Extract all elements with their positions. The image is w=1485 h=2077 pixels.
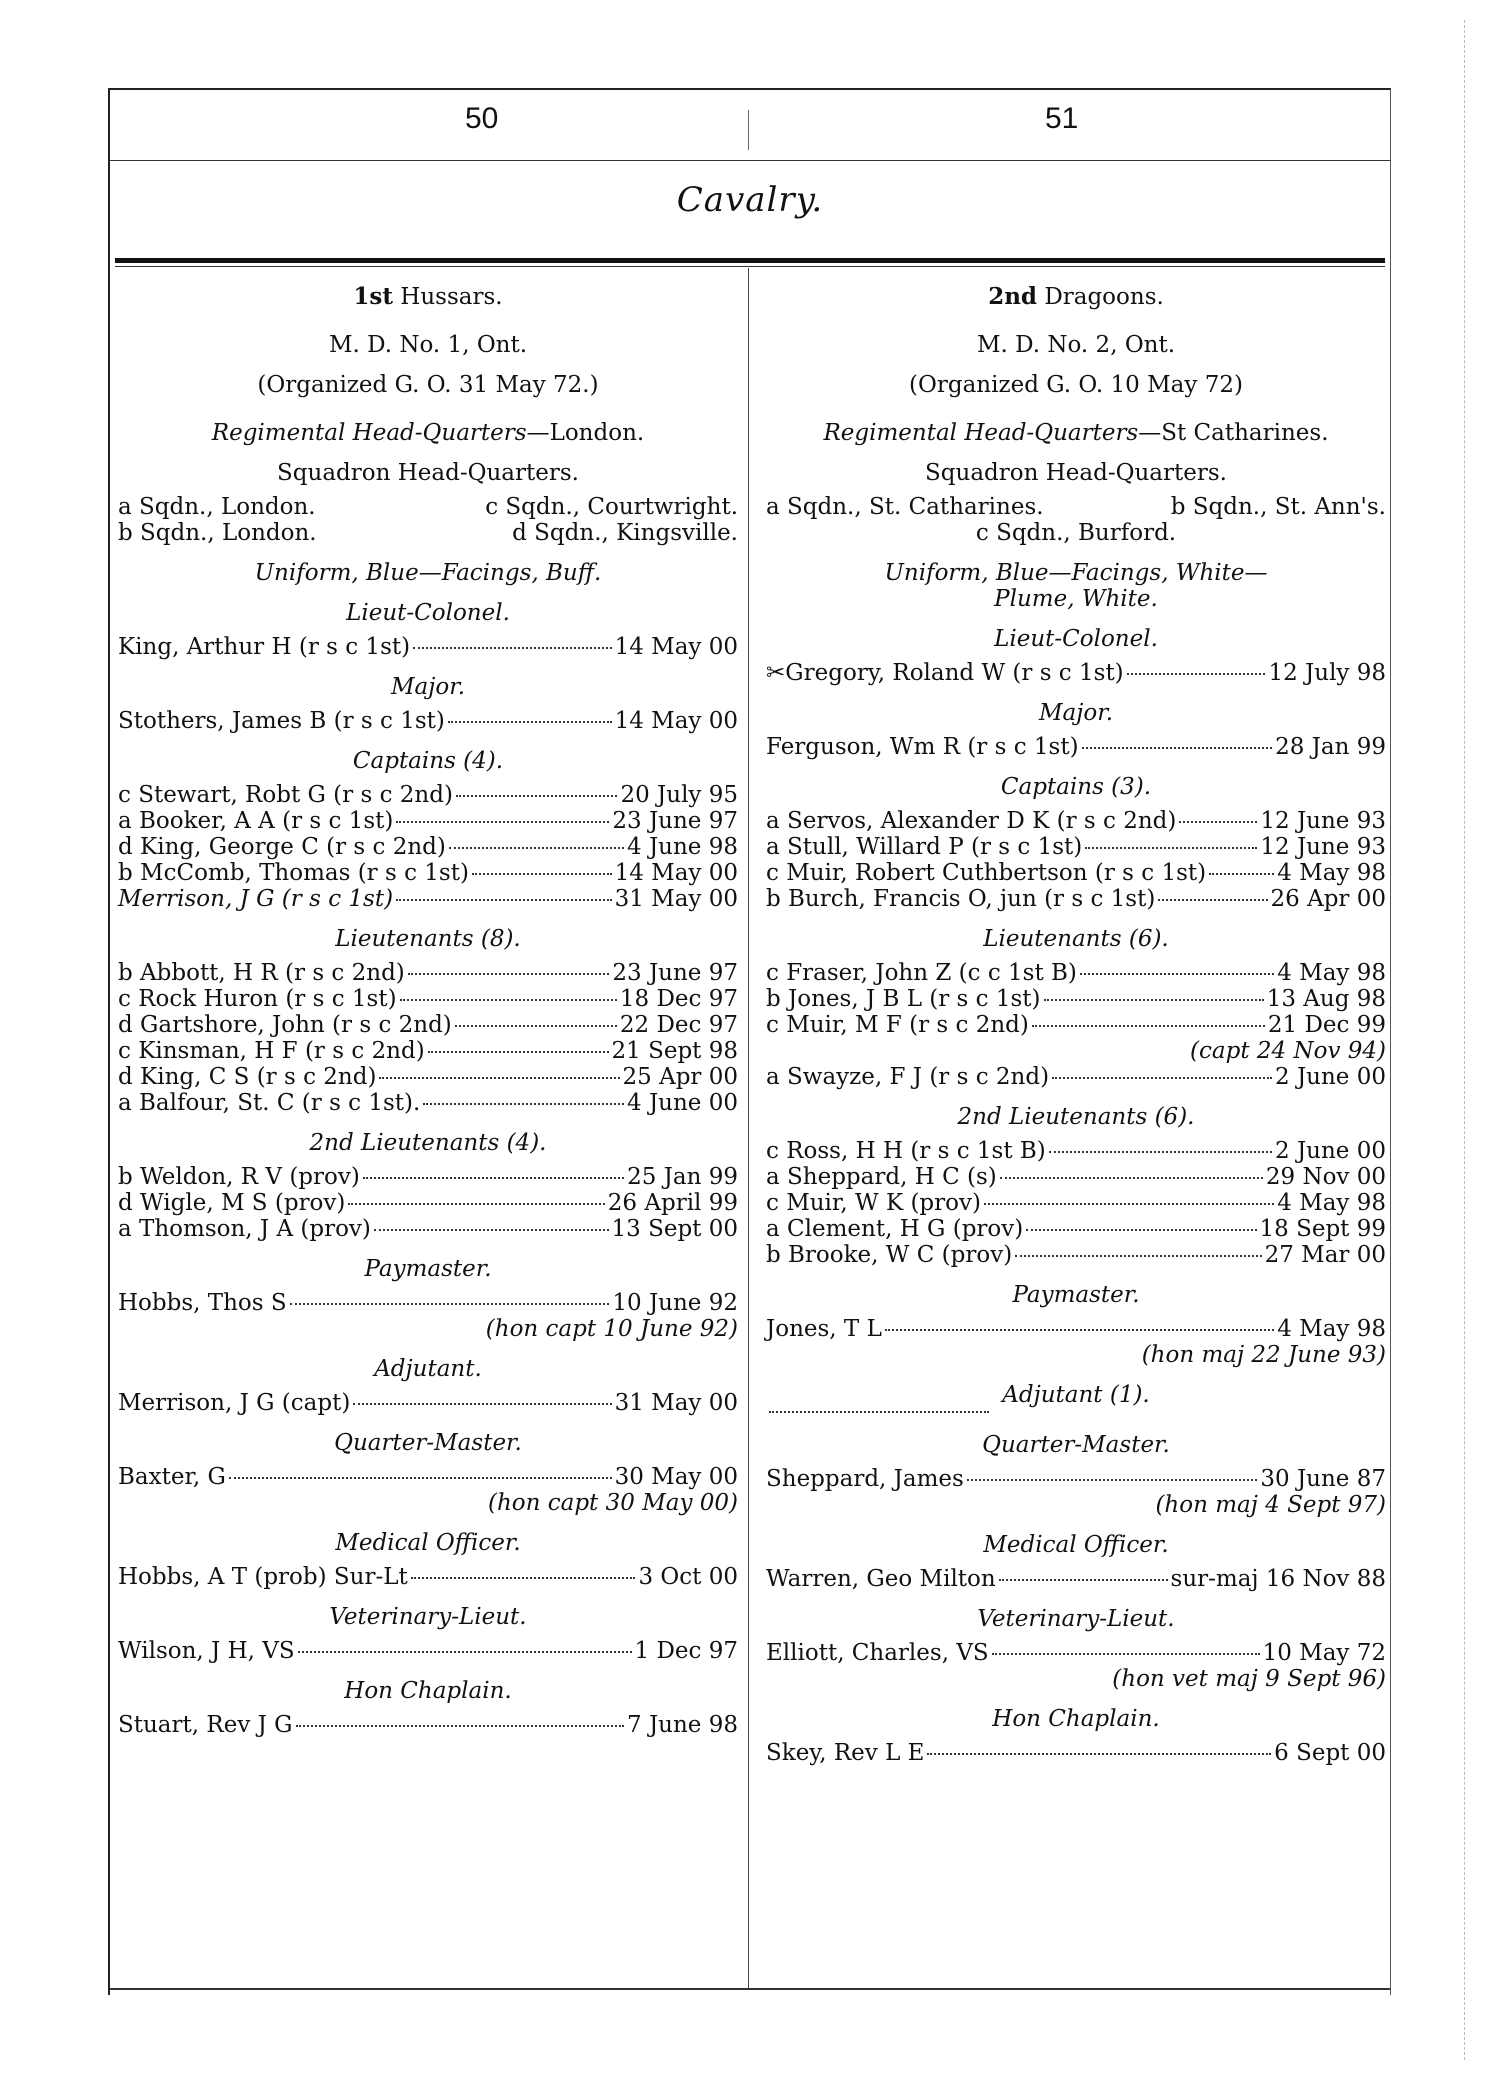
squadron-line: a Sqdn., St. Catharines. b Sqdn., St. Ann's. — [766, 494, 1386, 520]
rank-heading: Paymaster. — [364, 1256, 492, 1282]
left-column — [118, 270, 738, 1738]
rank-heading: Adjutant (1). — [1002, 1382, 1150, 1408]
military-district: M. D. No. 1, Ont. — [328, 332, 528, 358]
regimental-hq: Regimental Head-Quarters—St Catharines. — [823, 420, 1329, 446]
rank-heading: Captains (4). — [352, 748, 504, 774]
officer-entry: Merrison, J G (capt) 31 May 00 — [118, 1390, 738, 1416]
rank-heading: 2nd Lieutenants (4). — [309, 1130, 547, 1156]
scan-edge — [1462, 20, 1465, 2060]
officer-entry: a Booker, A A (r s c 1st) 23 June 97 — [118, 808, 738, 834]
rank-heading: Veterinary-Lieut. — [977, 1606, 1175, 1632]
military-district: M. D. No. 2, Ont. — [976, 332, 1176, 358]
uniform-line: Uniform, Blue—Facings, Buff. — [254, 560, 602, 586]
rank-heading: Lieutenants (6). — [983, 926, 1169, 952]
rank-heading: Major. — [390, 674, 466, 700]
officer-entry: Stuart, Rev J G 7 June 98 — [118, 1712, 738, 1738]
squadron-line: c Sqdn., Burford. — [975, 520, 1177, 546]
officer-entry: c Muir, M F (r s c 2nd) 21 Dec 99 — [766, 1012, 1386, 1038]
officer-entry: d King, George C (r s c 2nd) 4 June 98 — [118, 834, 738, 860]
honorary-note: (capt 24 Nov 94) — [1190, 1038, 1386, 1064]
officer-entry: c Muir, Robert Cuthbertson (r s c 1st) 4 May 98 — [766, 860, 1386, 886]
rule — [110, 160, 1390, 161]
officer-entry: a Sheppard, H C (s) 29 Nov 00 — [766, 1164, 1386, 1190]
rank-heading: Medical Officer. — [983, 1532, 1169, 1558]
officer-entry: Ferguson, Wm R (r s c 1st) 28 Jan 99 — [766, 734, 1386, 760]
squadron-line: b Sqdn., London. d Sqdn., Kingsville. — [118, 520, 738, 546]
officer-entry: Baxter, G 30 May 00 — [118, 1464, 738, 1490]
regimental-hq: Regimental Head-Quarters—London. — [211, 420, 645, 446]
officer-entry: b Weldon, R V (prov) 25 Jan 99 — [118, 1164, 738, 1190]
right-column — [766, 270, 1386, 1766]
officer-entry: King, Arthur H (r s c 1st) 14 May 00 — [118, 634, 738, 660]
officer-entry: c Kinsman, H F (r s c 2nd) 21 Sept 98 — [118, 1038, 738, 1064]
officer-entry: d Wigle, M S (prov) 26 April 99 — [118, 1190, 738, 1216]
officer-entry: c Fraser, John Z (c c 1st B) 4 May 98 — [766, 960, 1386, 986]
section-title: Cavalry. — [676, 180, 824, 220]
officer-entry: Hobbs, A T (prob) Sur-Lt 3 Oct 00 — [118, 1564, 738, 1590]
uniform-line: Plume, White. — [994, 586, 1158, 612]
officer-entry: a Thomson, J A (prov) 13 Sept 00 — [118, 1216, 738, 1242]
organized-note: (Organized G. O. 10 May 72) — [909, 372, 1243, 398]
officer-entry: ✂ Gregory, Roland W (r s c 1st) 12 July 98 — [766, 660, 1386, 686]
officer-entry: a Clement, H G (prov) 18 Sept 99 — [766, 1216, 1386, 1242]
rank-heading: Major. — [1038, 700, 1114, 726]
rank-heading: Hon Chaplain. — [992, 1706, 1160, 1732]
squadron-hq-heading: Squadron Head-Quarters. — [925, 460, 1227, 486]
rank-heading: Lieut-Colonel. — [994, 626, 1158, 652]
officer-entry: c Stewart, Robt G (r s c 2nd) 20 July 95 — [118, 782, 738, 808]
column-divider — [748, 268, 749, 1988]
officer-entry: b Burch, Francis O, jun (r s c 1st) 26 Apr 00 — [766, 886, 1386, 912]
page-number-left: 50 — [465, 102, 499, 135]
officer-entry: Elliott, Charles, VS 10 May 72 — [766, 1640, 1386, 1666]
honorary-note: (hon vet maj 9 Sept 96) — [1112, 1666, 1386, 1692]
rank-heading: Adjutant. — [374, 1356, 482, 1382]
officer-entry: c Rock Huron (r s c 1st) 18 Dec 97 — [118, 986, 738, 1012]
officer-entry: a Servos, Alexander D K (r s c 2nd) 12 June 93 — [766, 808, 1386, 834]
squadron-line: a Sqdn., London. c Sqdn., Courtwright. — [118, 494, 738, 520]
heavy-rule — [115, 258, 1385, 263]
rank-heading: Captains (3). — [1000, 774, 1152, 800]
officer-entry: Sheppard, James 30 June 87 — [766, 1466, 1386, 1492]
rank-heading: 2nd Lieutenants (6). — [957, 1104, 1195, 1130]
bottom-rule — [110, 1988, 1390, 1990]
page-frame — [108, 88, 1391, 1995]
officer-entry: d King, C S (r s c 2nd) 25 Apr 00 — [118, 1064, 738, 1090]
officer-entry: b Jones, J B L (r s c 1st) 13 Aug 98 — [766, 986, 1386, 1012]
scissors-icon: ✂ — [766, 660, 786, 686]
officer-entry: b Abbott, H R (r s c 2nd) 23 June 97 — [118, 960, 738, 986]
honorary-note: (hon maj 22 June 93) — [1141, 1342, 1386, 1368]
rank-heading: Quarter-Master. — [982, 1432, 1170, 1458]
page-number-divider — [748, 110, 749, 150]
organized-note: (Organized G. O. 31 May 72.) — [257, 372, 599, 398]
rank-heading: Hon Chaplain. — [344, 1678, 512, 1704]
rank-heading: Quarter-Master. — [334, 1430, 522, 1456]
officer-entry: d Gartshore, John (r s c 2nd) 22 Dec 97 — [118, 1012, 738, 1038]
rank-heading: Veterinary-Lieut. — [329, 1604, 527, 1630]
rule — [115, 266, 1385, 267]
squadron-hq-heading: Squadron Head-Quarters. — [277, 460, 579, 486]
officer-entry: a Swayze, F J (r s c 2nd) 2 June 00 — [766, 1064, 1386, 1090]
rank-heading: Paymaster. — [1012, 1282, 1140, 1308]
regiment-heading: 1st Hussars. — [353, 283, 503, 310]
regiment-heading: 2nd Dragoons. — [988, 283, 1164, 310]
officer-entry: Hobbs, Thos S 10 June 92 — [118, 1290, 738, 1316]
officer-entry: Skey, Rev L E 6 Sept 00 — [766, 1740, 1386, 1766]
officer-entry: Stothers, James B (r s c 1st) 14 May 00 — [118, 708, 738, 734]
honorary-note: (hon capt 10 June 92) — [485, 1316, 738, 1342]
officer-entry: a Stull, Willard P (r s c 1st) 12 June 93 — [766, 834, 1386, 860]
rank-heading: Medical Officer. — [335, 1530, 521, 1556]
officer-entry: Merrison, J G (r s c 1st) 31 May 00 — [118, 886, 738, 912]
page-number-right: 51 — [1045, 102, 1079, 135]
officer-entry: c Muir, W K (prov) 4 May 98 — [766, 1190, 1386, 1216]
honorary-note: (hon maj 4 Sept 97) — [1155, 1492, 1386, 1518]
officer-entry: a Balfour, St. C (r s c 1st). 4 June 00 — [118, 1090, 738, 1116]
officer-entry: Wilson, J H, VS 1 Dec 97 — [118, 1638, 738, 1664]
officer-entry: Warren, Geo Milton sur-maj 16 Nov 88 — [766, 1566, 1386, 1592]
honorary-note: (hon capt 30 May 00) — [487, 1490, 738, 1516]
uniform-line: Uniform, Blue—Facings, White— — [884, 560, 1268, 586]
officer-entry: Jones, T L 4 May 98 — [766, 1316, 1386, 1342]
officer-entry: c Ross, H H (r s c 1st B) 2 June 00 — [766, 1138, 1386, 1164]
rank-heading: Lieutenants (8). — [335, 926, 521, 952]
officer-entry: b McComb, Thomas (r s c 1st) 14 May 00 — [118, 860, 738, 886]
page-number-row — [110, 90, 1390, 160]
rank-heading: Lieut-Colonel. — [346, 600, 510, 626]
officer-entry: b Brooke, W C (prov) 27 Mar 00 — [766, 1242, 1386, 1268]
